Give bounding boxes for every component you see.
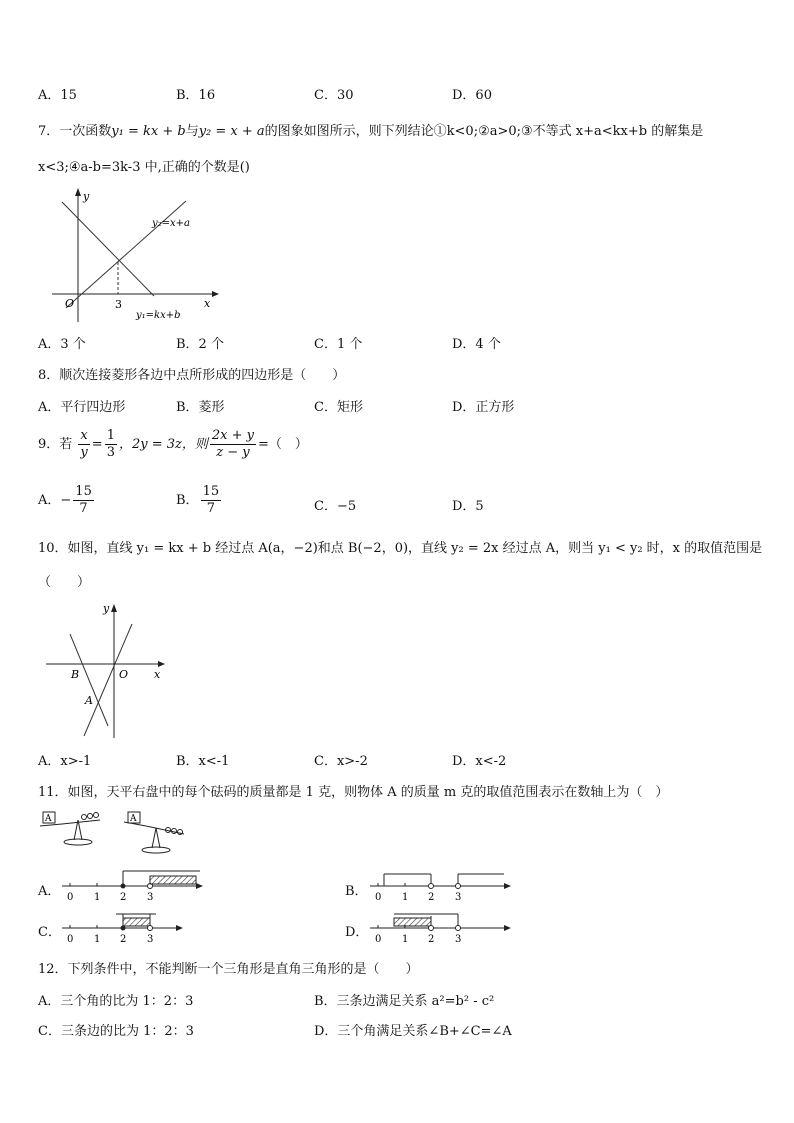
numberline-d-tick-2: 2 <box>428 934 435 945</box>
q9-option-b <box>176 484 223 517</box>
q6-option-a: A．15 <box>38 88 77 103</box>
q12-option-a: A．三个角的比为 1：2：3 <box>38 994 194 1009</box>
numberline-b-tick-0: 0 <box>375 892 382 903</box>
scale2-weight-2 <box>172 829 177 834</box>
q8-stem: 8．顺次连接菱形各边中点所形成的四边形是（ ） <box>38 368 346 383</box>
q9-frac-13-num: 1 <box>106 428 115 443</box>
numberline-a-shade <box>150 876 196 884</box>
numberline-c-tick-0: 0 <box>67 934 74 945</box>
q9-option-a <box>38 484 96 517</box>
q10-stem-line2: （ ） <box>38 575 91 590</box>
q8-option-c: C．矩形 <box>314 400 363 415</box>
q7-line-y1-label: y₁=kx+b <box>136 310 181 321</box>
q8-option-d: D．正方形 <box>452 400 515 415</box>
numberline-d-tick-0: 0 <box>375 934 382 945</box>
q11-option-c-numberline <box>60 910 210 946</box>
q12-option-c: C．三条边的比为 1：2：3 <box>38 1024 194 1039</box>
scale2-object-label: A <box>130 814 137 824</box>
q9-option-b-frac <box>201 484 222 517</box>
q11-stem: 11．如图，天平右盘中的每个砝码的质量都是 1 克，则物体 A 的质量 m 克的取值范围表示在数轴上为（ ） <box>38 785 669 800</box>
q10-option-d: D．x<-2 <box>452 754 507 769</box>
q9-option-a-sign: − <box>60 493 72 508</box>
q9-option-b-den: 7 <box>206 501 215 516</box>
q9-equals: = <box>91 437 103 452</box>
q10-graph <box>40 598 170 740</box>
q7-option-a: A．3 个 <box>38 337 86 352</box>
q9-option-b-label: B． <box>176 493 199 508</box>
q9-frac-main <box>210 428 256 461</box>
q9-stem <box>38 428 308 461</box>
q11-option-b-label: B． <box>345 884 368 899</box>
q9-option-a-num: 15 <box>75 484 92 499</box>
q7-x-arrow <box>212 291 219 297</box>
q10-option-a: A．x>-1 <box>38 754 92 769</box>
numberline-a-tick-2: 2 <box>120 892 127 903</box>
q12-option-d: D．三个角满足关系∠B+∠C=∠A <box>314 1024 512 1039</box>
scale2-post-left <box>152 828 156 848</box>
q11-option-a-numberline <box>60 868 210 904</box>
numberline-a-tick-1: 1 <box>94 892 101 903</box>
scale1-weight-2 <box>88 814 93 819</box>
balance-scale-2 <box>124 812 184 853</box>
scale2-post-right <box>156 828 160 848</box>
numberline-c-tick-3: 3 <box>147 934 154 945</box>
q11-option-d-label: D． <box>345 925 369 940</box>
q6-option-c: C．30 <box>314 88 354 103</box>
scale1-object-label: A <box>45 814 52 824</box>
q7-stem-line2: x<3;④a-b=3k-3 中,正确的个数是() <box>38 160 250 175</box>
q11-balance-scales <box>38 808 198 860</box>
scale1-beam <box>62 820 100 824</box>
q8-option-b: B．菱形 <box>176 400 225 415</box>
q7-origin-label: O <box>65 297 75 310</box>
q10-option-c: C．x>-2 <box>314 754 368 769</box>
q9-frac-13 <box>105 428 117 461</box>
q9-option-a-label: A． <box>38 493 61 508</box>
q8-option-a: A．平行四边形 <box>38 400 126 415</box>
q11-option-c-label: C． <box>38 925 61 940</box>
q11-option-a-label: A． <box>38 884 61 899</box>
balance-scale-1 <box>40 812 100 845</box>
q11-option-d-numberline <box>368 910 518 946</box>
numberline-d-tick-1: 1 <box>402 934 409 945</box>
q9-option-a-den: 7 <box>79 501 88 516</box>
q12-stem: 12．下列条件中，不能判断一个三角形是直角三角形的是（ ） <box>38 962 419 977</box>
q7-prefix: 7．一次函数 <box>38 124 112 139</box>
q10-x-arrow <box>158 661 165 667</box>
q9-suffix: =（ ） <box>257 437 308 452</box>
q7-graph <box>44 186 224 326</box>
q9-option-b-num: 15 <box>202 484 220 499</box>
q9-frac-13-den: 3 <box>106 445 115 460</box>
q7-y-arrow <box>75 188 81 196</box>
q10-stem-line1: 10．如图，直线 y₁ = kx + b 经过点 A(a，−2)和点 B(−2，0)，直线 y₂ = 2x 经过点 A，则当 y₁ < y₂ 时，x 的取值范围是 <box>38 541 763 556</box>
q9-frac-main-den: z − y <box>216 445 250 460</box>
numberline-a-arrow <box>196 883 203 889</box>
q9-frac-main-num: 2x + y <box>211 428 254 443</box>
q7-line-y1 <box>62 202 154 296</box>
q9-frac-xy <box>78 428 89 461</box>
q7-x-label: x <box>204 297 211 310</box>
numberline-b-tick-2: 2 <box>428 892 435 903</box>
numberline-b-tick-1: 1 <box>402 892 409 903</box>
scale1-post-right <box>78 820 82 840</box>
scale1-weight-3 <box>94 813 99 818</box>
scale1-left-pan <box>40 824 62 826</box>
scale1-weight-1 <box>82 815 87 820</box>
q9-frac-xy-num: x <box>78 428 89 445</box>
q7-y-label: y <box>83 190 90 203</box>
scale2-weight-3 <box>178 830 183 835</box>
q7-post: 的图象如图所示，则下列结论①k<0;②a>0;③不等式 x+a<kx+b 的解集是 <box>264 124 704 139</box>
numberline-a-tick-0: 0 <box>67 892 74 903</box>
q10-point-b: B <box>71 668 80 681</box>
q7-eq1: y₁ = kx + b <box>111 124 186 139</box>
numberline-b-tick-3: 3 <box>455 892 462 903</box>
q7-mid: 与 <box>185 124 199 139</box>
numberline-a-point-2 <box>121 884 126 889</box>
q7-option-c: C．1 个 <box>314 337 363 352</box>
q11-option-b-numberline <box>368 868 518 904</box>
numberline-c-tick-2: 2 <box>120 934 127 945</box>
q10-y-label: y <box>103 602 110 615</box>
q10-point-a: A <box>85 694 93 707</box>
q10-y-arrow <box>111 604 117 612</box>
numberline-c-tick-1: 1 <box>94 934 101 945</box>
q6-option-d: D．60 <box>452 88 492 103</box>
q9-option-d: D．5 <box>452 499 484 514</box>
q6-option-b: B．16 <box>176 88 216 103</box>
q10-option-b: B．x<-1 <box>176 754 230 769</box>
q9-mid: ，2y = 3z，则 <box>118 437 208 452</box>
numberline-d-tick-3: 3 <box>455 934 462 945</box>
q7-option-b: B．2 个 <box>176 337 224 352</box>
numberline-a-tick-3: 3 <box>147 892 154 903</box>
q9-prefix: 9．若 <box>38 437 73 452</box>
q9-frac-xy-den: y <box>80 445 88 460</box>
q10-x-label: x <box>154 668 161 681</box>
q7-line-y2-label: y₂=x+a <box>152 218 191 229</box>
q10-origin: O <box>119 668 129 681</box>
scale1-base <box>64 839 92 845</box>
q9-option-c: C．−5 <box>314 499 357 514</box>
q7-option-d: D．4 个 <box>452 337 501 352</box>
q7-eq2: y₂ = x + a <box>198 124 265 139</box>
q7-tick-3: 3 <box>115 298 122 311</box>
scale2-base <box>142 847 170 853</box>
q12-option-b: B．三条边满足关系 a²=b² - c² <box>314 994 495 1009</box>
q9-option-a-frac <box>73 484 94 517</box>
q7-stem-line1 <box>38 120 703 139</box>
